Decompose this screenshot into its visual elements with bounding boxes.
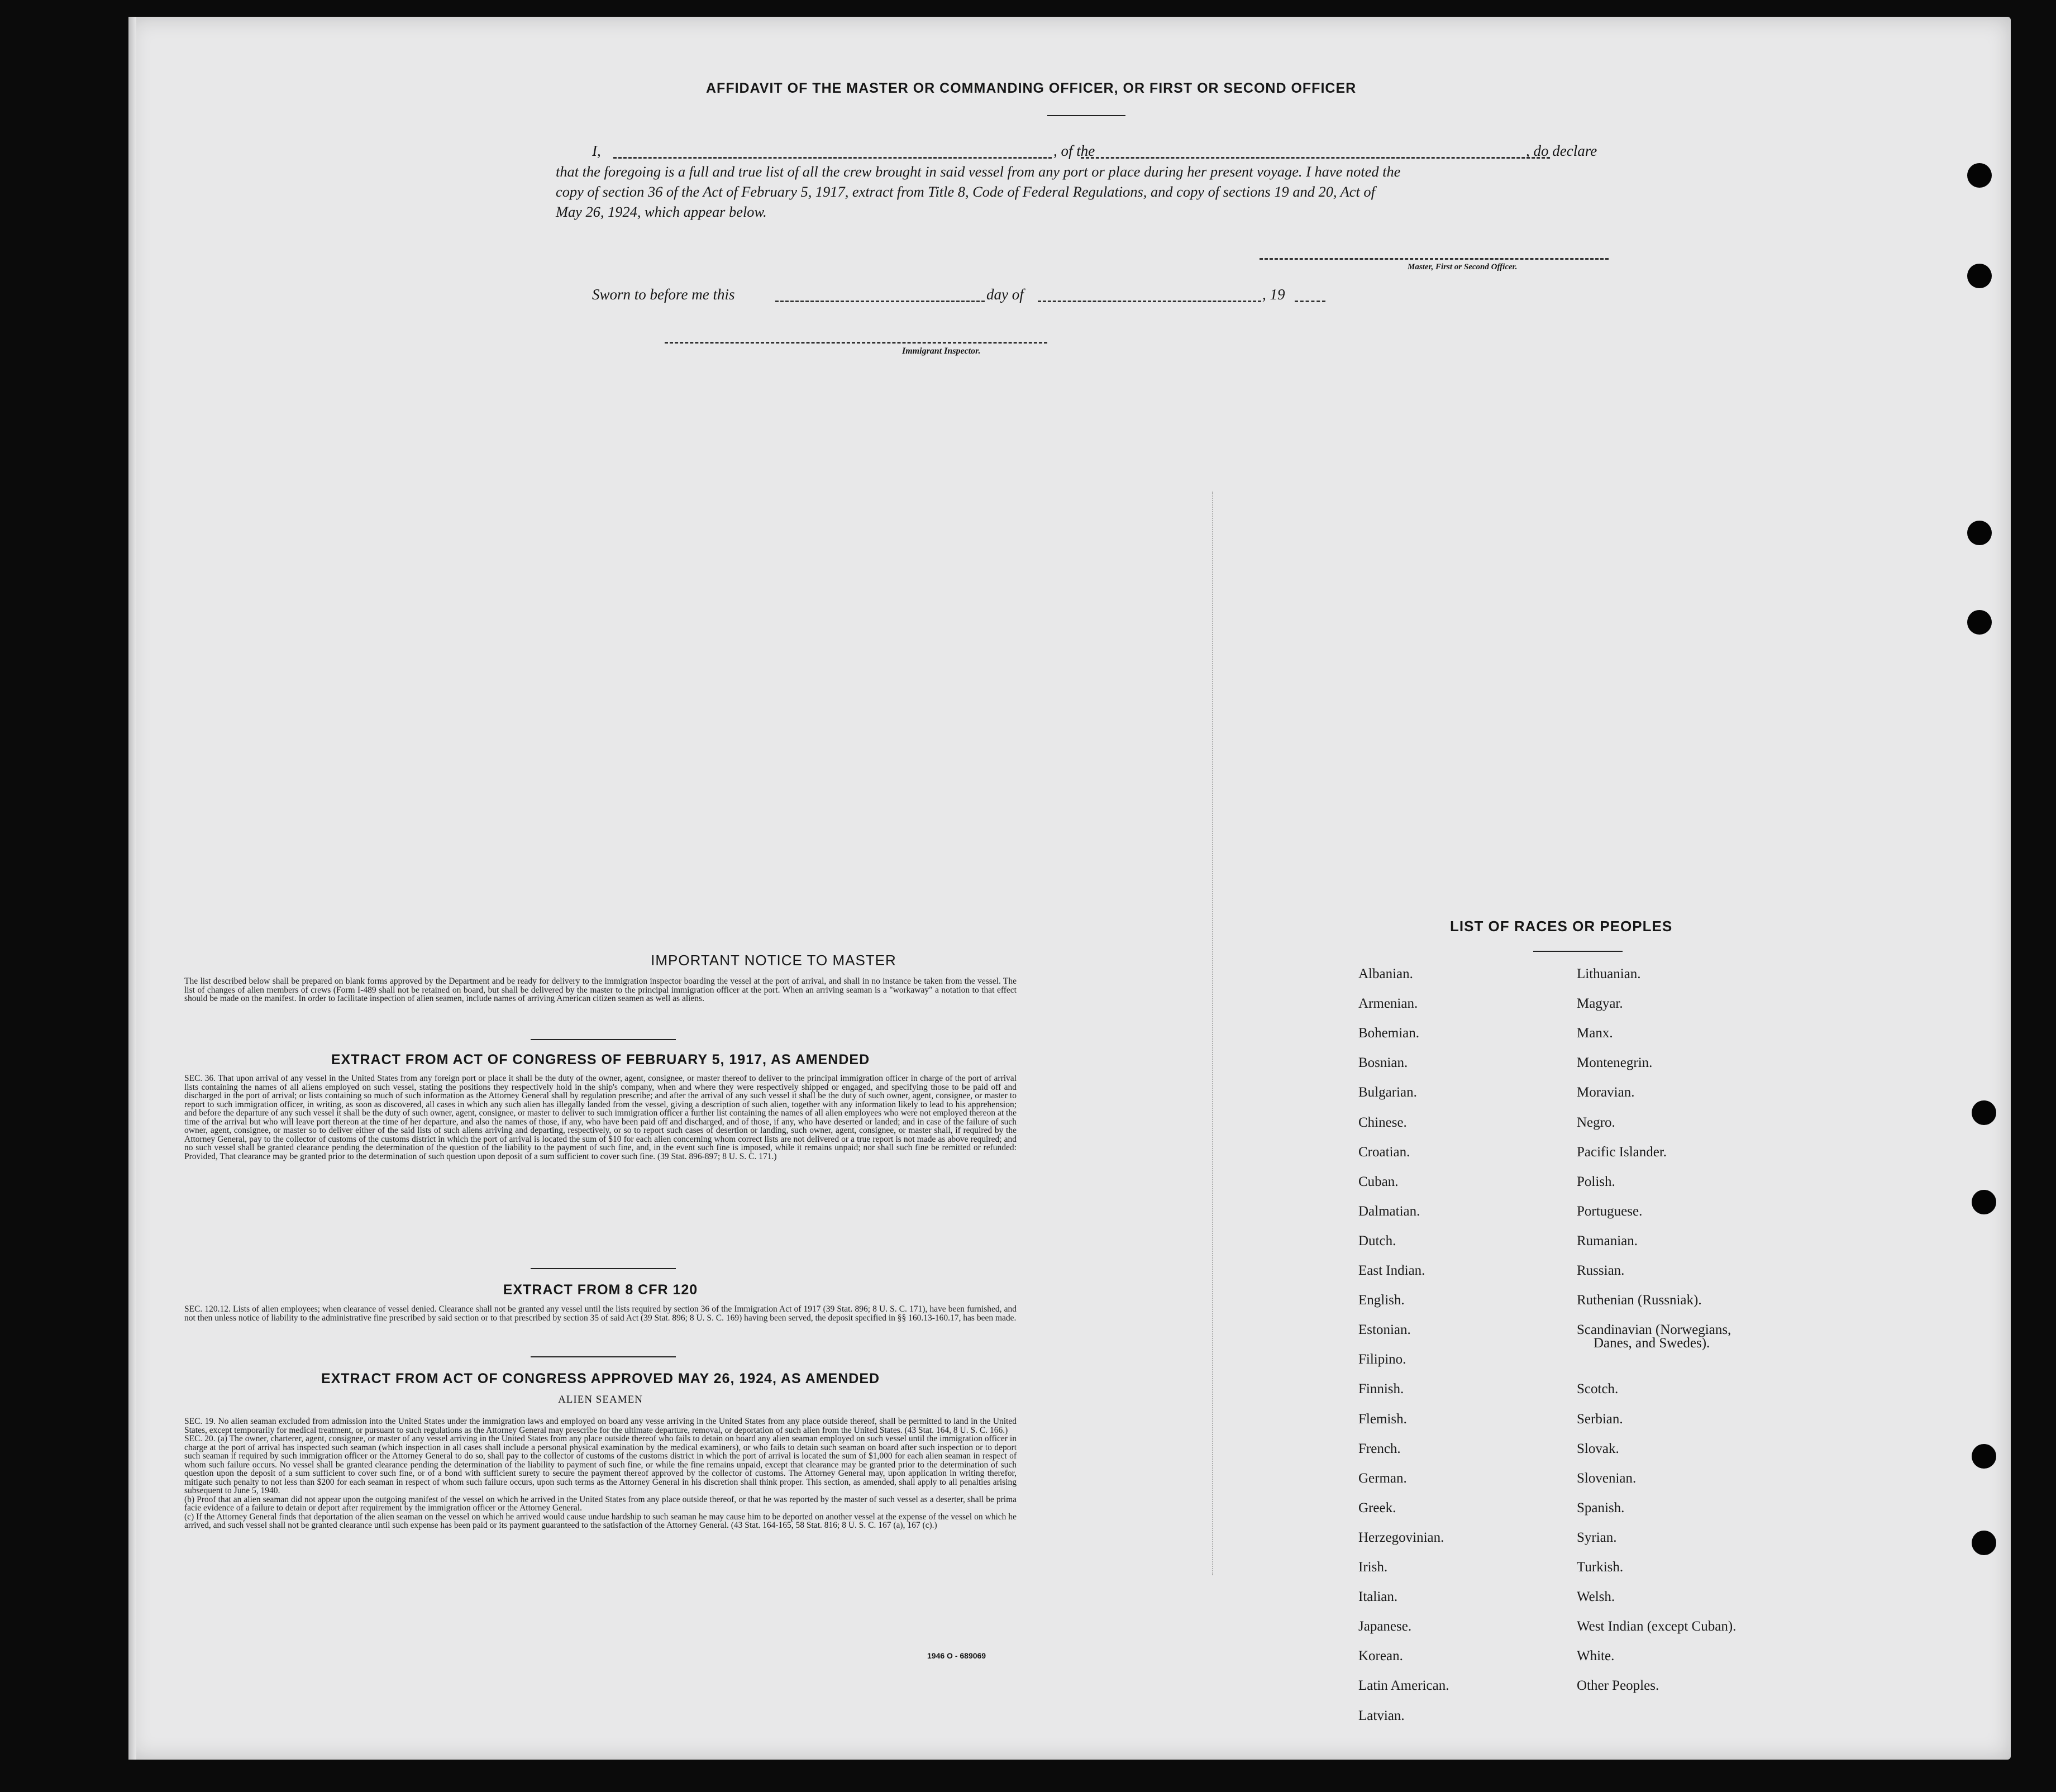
race-item: Korean. bbox=[1358, 1648, 1403, 1664]
race-item: Lithuanian. bbox=[1577, 966, 1641, 981]
punch-hole-1 bbox=[1967, 163, 1992, 188]
extract-1917-title: EXTRACT FROM ACT OF CONGRESS OF FEBRUARY 5, 1917, AS AMENDED bbox=[331, 1052, 870, 1067]
race-item: Finnish. bbox=[1358, 1381, 1404, 1397]
race-item: Bosnian. bbox=[1358, 1055, 1408, 1071]
race-item: Negro. bbox=[1577, 1114, 1615, 1130]
punch-hole-4 bbox=[1967, 610, 1992, 635]
sworn-year: , 19 bbox=[1262, 286, 1285, 303]
race-item: Other Peoples. bbox=[1577, 1678, 1659, 1694]
race-item: Ruthenian (Russniak). bbox=[1577, 1293, 1702, 1308]
race-item: Filipino. bbox=[1358, 1352, 1406, 1367]
master-signature-blank[interactable] bbox=[1260, 258, 1609, 260]
race-item: Scandinavian (Norwegians, bbox=[1577, 1322, 1731, 1338]
race-item: Cuban. bbox=[1358, 1174, 1399, 1189]
sworn-line bbox=[592, 286, 1329, 305]
punch-hole-8 bbox=[1972, 1531, 1996, 1555]
race-item: Polish. bbox=[1577, 1174, 1615, 1189]
race-item: Greek. bbox=[1358, 1500, 1396, 1515]
print-code: 1946 O - 689069 bbox=[927, 1651, 986, 1660]
extract-1924-sec19: SEC. 19. No alien seaman excluded from admission into the United States under the immigration laws and employed on board any vesse arriving in the United States from any place outside thereof, shall be permitted to land in the United States, except temporarily for medical treatment, or pursuant to such regulations as the Attorney General may prescribe for the ultimate departure, removal, or deportation of such alien from the United States. (43 Stat. 164, 8 U. S. C. 166.) bbox=[184, 1417, 1017, 1435]
extract-1924-sec20a: SEC. 20. (a) The owner, charterer, agent, consignee, or master of any vessel arriving in the United States from any place outside thereof who fails to detain on board any alien seaman employed on such vessel until the immigration officer in charge at the port of arrival has inspected such seaman (which inspection in all cases shall include a personal physical examination by the medical examiners), or who fails to detain such seaman on board after such inspection or to deport such seaman if required by such immigration officer or the Attorney General to do so, shall pay to the collector of customs of the customs district in which the port of arrival is located the sum of $1,000 for each alien seaman in respect of whom such failure occurs. No vessel shall be granted clearance pending the determination of the liability to payment of such fine, or while the fine remains unpaid, except that clearance may be granted prior to the determination of such question upon the deposit of a sum sufficient to cover such fine, or of a bond with sufficient surety to secure the payment thereof approved by the collector of customs. The Attorney General may, upon application in writing therefor, mitigate such penalty to not less than $200 for each seaman in respect of whom such failure occurs, upon such terms as the Attorney General in his discretion shall think proper. This section, as amended, shall apply to all penalties arising subsequent to June 5, 1940. bbox=[184, 1434, 1017, 1495]
punch-hole-3 bbox=[1967, 521, 1992, 545]
inspector-signature-blank[interactable] bbox=[665, 342, 1047, 344]
extract-1917-text: SEC. 36. That upon arrival of any vessel in the United States from any foreign port or place it shall be the duty of the owner, agent, consignee, or master thereof to deliver to the principal immigration officer in charge of the port of arrival lists containing the names of all aliens employed on such vessel, stating the positions they respectively hold in the ship's company, when and where they were respectively shipped or engaged, and specifying those to be paid off and discharged in the port of arrival; or lists containing so much of such information as the Attorney General shall by regulation prescribe; and after the arrival of any such vessel it shall be the duty of such owner, agent, consignee, or master to report to such immigration officer, in writing, as soon as discovered, all cases in which any such alien has illegally landed from the vessel, giving a description of such alien, together with any information likely to lead to his apprehension; and before the departure of any such vessel it shall be the duty of such owner, agent, consignee, or master to deliver to such immigration officer a further list containing the names of all alien employees who were not employed thereon at the time of the arrival but who will leave port thereon at the time of her departure, and also the names of those, if any, who have been paid off and discharged, and of those, if any, who have deserted or landed; and in case of the failure of such owner, agent, consignee, or master so to deliver either of the said lists of such aliens arriving and departing, respectively, or so to report such cases of desertion or landing, such owner, agent, consignee, or master shall, if required by the Attorney General, pay to the collector of customs of the customs district in which the port of arrival is located the sum of $10 for each alien concerning whom correct lists are not delivered or a true report is not made as above required; and no such vessel shall be granted clearance pending the determination of the question of the liability to the payment of such fine, and, in the event such fine is imposed, while it remains unpaid; nor shall such fine be remitted or refunded: Provided, That clearance may be granted prior to the determination of such question upon deposit of a sum sufficient to cover such fine. (39 Stat. 896-897; 8 U. S. C. 171.) bbox=[184, 1074, 1017, 1161]
race-item: Italian. bbox=[1358, 1589, 1398, 1605]
extract-1924-subtitle: ALIEN SEAMEN bbox=[558, 1394, 643, 1405]
affidavit-body-line2: that the foregoing is a full and true list of all the crew brought in said vessel from any port or place during her present voyage. I have noted the bbox=[556, 163, 1401, 180]
name-blank[interactable] bbox=[613, 157, 1052, 159]
race-item: Russian. bbox=[1577, 1263, 1625, 1278]
punch-hole-7 bbox=[1972, 1444, 1996, 1469]
race-item: Albanian. bbox=[1358, 966, 1413, 981]
race-item: White. bbox=[1577, 1648, 1615, 1664]
race-item: Flemish. bbox=[1358, 1411, 1407, 1427]
notice-title: IMPORTANT NOTICE TO MASTER bbox=[651, 952, 896, 969]
race-item: West Indian (except Cuban). bbox=[1577, 1619, 1737, 1634]
affidavit-line1 bbox=[592, 142, 1614, 163]
extract-1924-title: EXTRACT FROM ACT OF CONGRESS APPROVED MAY 26, 1924, AS AMENDED bbox=[321, 1371, 880, 1386]
race-item: Japanese. bbox=[1358, 1619, 1412, 1634]
notice-text: The list described below shall be prepared on blank forms approved by the Department and be ready for delivery to the immigration inspector boarding the vessel at the port of arrival, and shall in no instance be taken from the vessel. The list of changes of alien members of crews (Form I-489 shall not be retained on board, but shall be delivered by the master to the principal immigration officer at the port. When an arriving seaman is a "workaway" a notation to that effect should be made on the manifest. In order to facilitate inspection of alien seamen, include names of arriving American citizen seamen as well as aliens. bbox=[184, 976, 1017, 1003]
races-right-column bbox=[1577, 966, 1856, 1737]
sworn-day-of: day of bbox=[986, 286, 1024, 303]
affidavit-body-line3: copy of section 36 of the Act of February 5, 1917, extract from Title 8, Code of Federal Regulations, and copy of sections 19 and 20, Act of bbox=[556, 183, 1375, 200]
race-item: Latin American. bbox=[1358, 1678, 1449, 1694]
affidavit-i: I, bbox=[592, 142, 601, 159]
race-item: Slovak. bbox=[1577, 1441, 1619, 1456]
race-item: Pacific Islander. bbox=[1577, 1144, 1667, 1160]
race-item: Syrian. bbox=[1577, 1529, 1617, 1545]
race-item: Turkish. bbox=[1577, 1560, 1624, 1575]
extract-cfr-text: SEC. 120.12. Lists of alien employees; when clearance of vessel denied. Clearance shall not be granted any vessel until the lists required by section 36 of the Immigration Act of 1917 (39 Stat. 896; 8 U. S. C. 171), have been furnished, and not then unless notice of liability to the administrative fine prescribed by said section or to that prescribed by section 35 of said Act (39 Stat. 896; 8 U. S. C. 169) having been served, the deposit specified in §§ 160.13-160.17, has been made. bbox=[184, 1304, 1017, 1323]
page-edge bbox=[128, 17, 136, 1760]
race-item: Scotch. bbox=[1577, 1381, 1619, 1397]
punch-hole-5 bbox=[1972, 1100, 1996, 1125]
master-signature-label: Master, First or Second Officer. bbox=[1408, 263, 1518, 271]
race-item: Portuguese. bbox=[1577, 1203, 1643, 1219]
vessel-name-blank[interactable] bbox=[1081, 157, 1550, 159]
sworn-day-blank[interactable] bbox=[775, 301, 985, 302]
race-item: Latvian. bbox=[1358, 1708, 1405, 1723]
races-title-rule bbox=[1533, 951, 1623, 952]
affidavit-of-the: , of the bbox=[1053, 142, 1095, 159]
extract-cfr-title: EXTRACT FROM 8 CFR 120 bbox=[503, 1282, 698, 1298]
races-left-column bbox=[1358, 966, 1571, 1737]
extract-cfr-rule bbox=[531, 1356, 676, 1357]
race-item: Magyar. bbox=[1577, 996, 1623, 1012]
race-item: Dutch. bbox=[1358, 1233, 1396, 1248]
extract-1924-sec20b: (b) Proof that an alien seaman did not appear upon the outgoing manifest of the vessel on which he arrived in the United States from any place outside thereof, or that he was reported by the master of such vessel as a deserter, shall be prima facie evidence of a failure to detain or deport after requirement by the immigration officer or the Attorney General. bbox=[184, 1494, 1017, 1513]
fold-line bbox=[1212, 492, 1213, 1575]
extract-1924-sec20c: (c) If the Attorney General finds that deportation of the alien seaman on the vessel on which he arrived would cause undue hardship to such seaman he may cause him to be deported on another vessel at the expense of the vessel on which he arrived, and such vessel shall not be granted clearance until such expense has been paid or its payment guaranteed to the satisfaction of the Attorney General. (43 Stat. 164-165, 58 Stat. 816; 8 U. S. C. 167 (a), 167 (c).) bbox=[184, 1512, 1017, 1530]
sworn-year-blank[interactable] bbox=[1295, 301, 1325, 302]
affidavit-body-line4: May 26, 1924, which appear below. bbox=[556, 203, 767, 220]
race-item: Serbian. bbox=[1577, 1411, 1623, 1427]
race-item: Chinese. bbox=[1358, 1114, 1407, 1130]
punch-hole-6 bbox=[1972, 1190, 1996, 1214]
sworn-month-blank[interactable] bbox=[1038, 301, 1261, 302]
race-item-continuation: Danes, and Swedes). bbox=[1594, 1336, 1710, 1351]
sworn-prefix: Sworn to before me this bbox=[592, 286, 735, 303]
extract-1917-rule bbox=[531, 1268, 676, 1269]
race-item: Bohemian. bbox=[1358, 1026, 1420, 1041]
races-title: LIST OF RACES OR PEOPLES bbox=[1450, 918, 1673, 935]
race-item: Irish. bbox=[1358, 1560, 1388, 1575]
race-item: English. bbox=[1358, 1293, 1405, 1308]
race-item: German. bbox=[1358, 1470, 1407, 1486]
race-item: Moravian. bbox=[1577, 1085, 1635, 1100]
notice-rule bbox=[531, 1039, 676, 1040]
race-item: Welsh. bbox=[1577, 1589, 1615, 1605]
inspector-label: Immigrant Inspector. bbox=[902, 346, 981, 356]
race-item: Armenian. bbox=[1358, 996, 1418, 1012]
race-item: Croatian. bbox=[1358, 1144, 1410, 1160]
race-item: French. bbox=[1358, 1441, 1401, 1456]
punch-hole-2 bbox=[1967, 264, 1992, 288]
extract-1924-body bbox=[184, 1417, 1017, 1530]
race-item: Dalmatian. bbox=[1358, 1203, 1420, 1219]
race-item: Bulgarian. bbox=[1358, 1085, 1417, 1100]
race-item: Estonian. bbox=[1358, 1322, 1411, 1338]
race-item: East Indian. bbox=[1358, 1263, 1425, 1278]
race-item: Rumanian. bbox=[1577, 1233, 1638, 1248]
affidavit-declare: , do declare bbox=[1526, 142, 1597, 159]
affidavit-title-rule bbox=[1047, 115, 1125, 116]
race-item: Montenegrin. bbox=[1577, 1055, 1653, 1071]
affidavit-title: AFFIDAVIT OF THE MASTER OR COMMANDING OFFICER, OR FIRST OR SECOND OFFICER bbox=[706, 80, 1357, 96]
race-item: Slovenian. bbox=[1577, 1470, 1637, 1486]
race-item: Manx. bbox=[1577, 1026, 1613, 1041]
race-item: Spanish. bbox=[1577, 1500, 1625, 1515]
race-item: Herzegovinian. bbox=[1358, 1529, 1444, 1545]
